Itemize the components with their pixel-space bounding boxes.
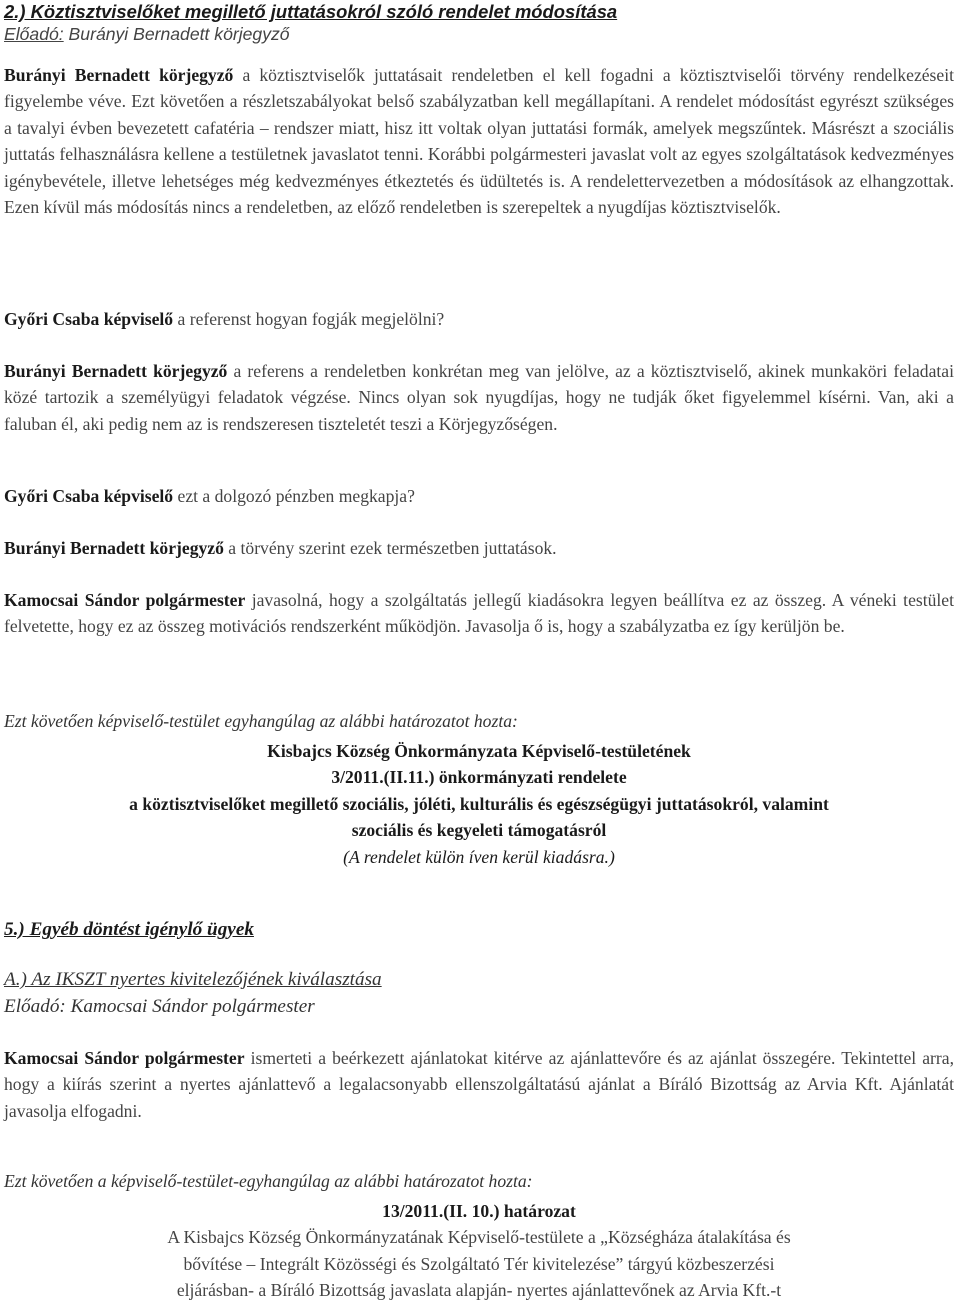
- paragraph-1: [4, 62, 954, 220]
- section-2-title: 2.) Köztisztviselőket megillető juttatásokról szóló rendelet módosítása: [4, 1, 618, 22]
- paragraph-text: a köztisztviselők juttatásait rendeletben el kell fogadni a köztisztviselői törvény rendelkezéseit figyelembe véve. Ezt követően a részletszabályokat belső szabályzatban kell megállapítani. A rendelet módosítást egyrészt szükséges a tavalyi évben bevezetett cafatéria – rendszer miatt, hisz itt voltak olyan juttatási formák, amelyek megszűntek. Másrészt a szociális juttatás felhasználásra kellene a testületnek javaslatot tenni. Korábbi polgármesteri javaslat volt az egyes szolgáltatások kedvezményes igénybevétele, illetve lehetséges még kedvezményes étkeztetés és üdültetés is. A rendelettervezetben a módosítások az elhangzottak. Ezen kívül más módosítás nincs a rendeletben, az előző rendeletben is szerepeltek a nyugdíjas köztisztviselők.: [4, 65, 954, 218]
- paragraph-text: a törvény szerint ezek természetben juttatások.: [223, 538, 557, 558]
- paragraph-5: [4, 535, 954, 561]
- paragraph-4: [4, 483, 954, 509]
- paragraph-3: [4, 358, 954, 437]
- decree-block: [4, 738, 954, 870]
- paragraph-text: javasolná, hogy a szolgáltatás jellegű kiadásokra legyen beállítva ez az összeg. A véneki testület felvetette, hogy ez az összeg motivációs rendszerként működjön. Javasolja ő is, hogy a szabályzatba ez így kerüljön be.: [4, 590, 954, 637]
- section-5a-title: A.) Az IKSZT nyertes kivitelezőjének kiválasztása: [4, 969, 382, 990]
- resolution-line-2: bővítése – Integrált Közösségi és Szolgáltató Tér kivitelezése” tárgyú közbeszerzési: [183, 1253, 775, 1274]
- resolution-line-3: eljárásban- a Bíráló Bizottság javaslata alapján- nyertes ajánlattevőnek az Arvia Kft.-t: [176, 1280, 782, 1301]
- speaker-name: Burányi Bernadett körjegyző: [4, 538, 224, 558]
- resolution-intro: Ezt követően képviselő-testület egyhangúlag az alábbi határozatot hozta:: [4, 710, 518, 731]
- resolution-intro: Ezt követően a képviselő-testület-egyhangúlag az alábbi határozatot hozta:: [4, 1170, 533, 1191]
- decree-line-4: szociális és kegyeleti támogatásról: [351, 820, 607, 841]
- section-5-title: 5.) Egyéb döntést igénylő ügyek: [4, 919, 254, 940]
- paragraph-text: ezt a dolgozó pénzben megkapja?: [173, 486, 415, 506]
- resolution-block: [4, 1198, 954, 1304]
- decree-line-1: Kisbajcs Község Önkormányzata Képviselő-testületének: [267, 741, 691, 761]
- paragraph-7: [4, 1045, 954, 1124]
- resolution-number: 13/2011.(II. 10.) határozat: [382, 1201, 576, 1221]
- section-2-presenter: [4, 23, 290, 45]
- speaker-name: Győri Csaba képviselő: [4, 309, 174, 329]
- speaker-name: Kamocsai Sándor polgármester: [4, 590, 246, 610]
- paragraph-text: a referens a rendeletben konkrétan meg van jelölve, az a köztisztviselő, akinek munkaköri feladatai közé tartozik a személyügyi feladatok végzése. Nincs olyan sok nyugdíjas, hogy ne tudják őket figyelemmel kísérni. Van, aki a faluban él, aki pedig nem az is rendszeresen tiszteletét teszi a Körjegyzőségen.: [4, 361, 954, 434]
- decree-note: (A rendelet külön íven kerül kiadásra.): [343, 846, 615, 867]
- resolution-line-1: A Kisbajcs Község Önkormányzatának Képviselő-testülete a „Községháza átalakítása és: [167, 1227, 791, 1248]
- speaker-name: Burányi Bernadett körjegyző: [4, 361, 228, 381]
- speaker-name: Burányi Bernadett körjegyző: [4, 65, 234, 85]
- speaker-name: Kamocsai Sándor polgármester: [4, 1048, 245, 1068]
- paragraph-2: [4, 306, 954, 332]
- paragraph-6: [4, 587, 954, 640]
- presenter-label: Előadó:: [4, 24, 64, 44]
- speaker-name: Győri Csaba képviselő: [4, 486, 174, 506]
- decree-line-3: a köztisztviselőket megillető szociális, jóléti, kulturális és egészségügyi juttatásokról, valamint: [129, 793, 829, 814]
- presenter-name: Burányi Bernadett körjegyző: [63, 24, 290, 44]
- paragraph-text: ismerteti a beérkezett ajánlatokat kitérve az ajánlattevőre és az ajánlat összegére. Tekintettel arra, hogy a kiírás szerint a nyertes ajánlattevő a legalacsonyabb ellenszolgáltatású ajánlat a Bíráló Bizottság az Arvia Kft. Ajánlatát javasolja elfogadni.: [4, 1048, 954, 1121]
- paragraph-text: a referenst hogyan fogják megjelölni?: [173, 309, 445, 329]
- section-5a-presenter: Előadó: Kamocsai Sándor polgármester: [4, 996, 315, 1017]
- decree-line-2: 3/2011.(II.11.) önkormányzati rendelete: [331, 767, 627, 788]
